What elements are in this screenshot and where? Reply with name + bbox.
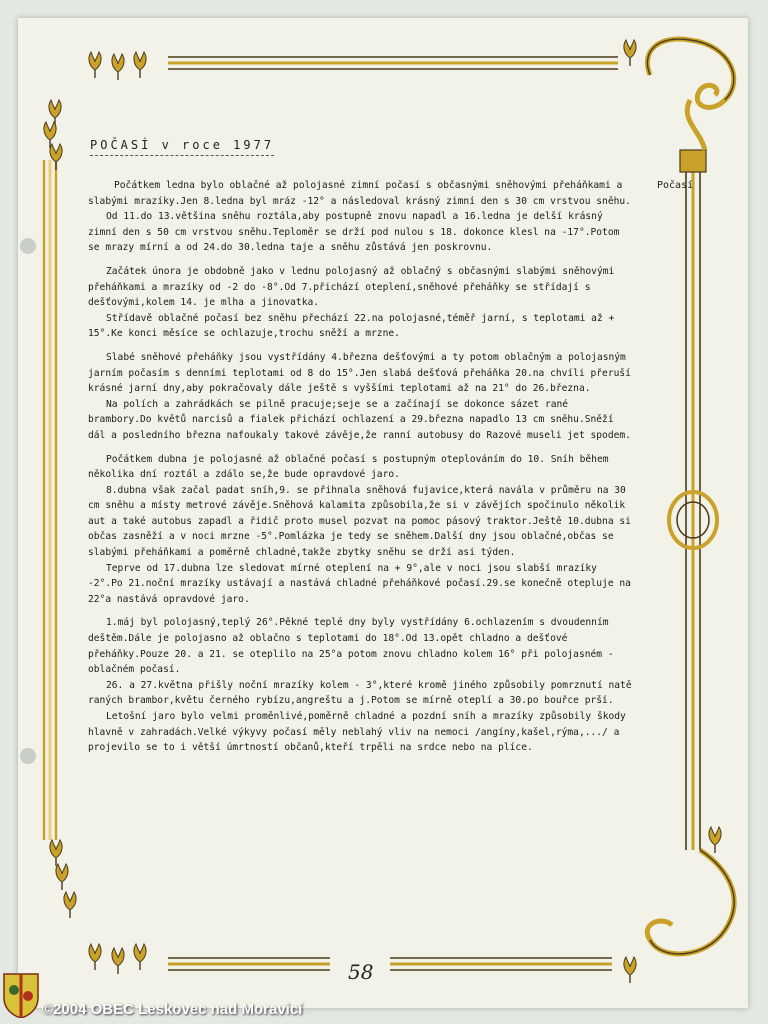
paragraph: Teprve od 17.dubna lze sledovat mírné oteplení na + 9°,ale v noci jsou slabší mrazíky -2°.Po 21.noční mrazíky ustávají a nastává chladné přeháňkové počasí.29.se konečně otepluje na 22°a nastává opravdové jaro. (88, 562, 631, 605)
paragraph: Letošní jaro bylo velmi proměnlivé,poměrně chladné a pozdní sníh a mrazíky způsobily škody hlavně v zahradách.Velké výkyvy počasí měly neblahý vliv na nemoci /angíny,kašel,rýma,.../ a projevilo se to i větší úmrtností občanů,kteří trpěli na srdce nebo na plíce. (88, 711, 626, 754)
paragraph: 1.máj byl polojasný,teplý 26°.Pěkné teplé dny byly vystřídány 6.ochlazením s dvoudenním deštěm.Dále je polojasno až oblačno s teplotami do 18°.Od 13.opět chladno a dešťové přeháňky.Pouze 20. a 21. se oteplilo na 25°a potom znovu chladno kolem 16° při polojasném - oblačném počasí. (88, 617, 614, 676)
paragraph: Počátkem dubna je polojasné až oblačné počasí s postupným oteplováním do 10. Sníh během několika dní roztál a zdálo se,že bude opravdové jaro. (88, 453, 609, 481)
paragraph: 8.dubna však začal padat sníh,9. se přihnala sněhová fujavice,která navála v průměru na 30 cm sněhu a místy metrové závěje.Sněhová kalamita způsobila,že si v závějích spočinulo několik aut a také autobus zapadl a řidič proto musel pozvat na pomoc pásový traktor.Ještě 10.dubna si občas zasněží a v noci mrzne -5°.Pomlázka je tedy se sněhem.Další dny jsou oblačné,občas se slabými přeháňkami a poměrně chladné,takže zbytky sněhu se drží asi týden. (88, 484, 631, 559)
right-border-column (669, 150, 717, 850)
margin-label: Počasí (657, 180, 694, 191)
body-text (88, 178, 633, 756)
paragraph: Na polích a zahrádkách se pilně pracuje;seje se a začínají se dokonce sázet rané brambory.Do květů narcisů a fialek přichází ochlazení a 29.března napadlo 13 cm sněhu.Sněží dál a posledního března nafoukaly takové závěje,že ranní autobusy do Razové museli jet spodem. (88, 398, 631, 441)
top-border-lines (168, 57, 618, 69)
corner-ornament-top-right (624, 39, 734, 150)
paragraph: Od 11.do 13.většina sněhu roztála,aby postupně znovu napadl a 16.ledna je delší krásný zimní den s 50 cm vrstvou sněhu.Teploměr se drží pod nulou s 18. dokonce klesl na -17°.Potom se mrazy mírní a od 24.do 30.ledna taje a sněhu zůstává jen poskrovnu. (88, 211, 620, 254)
paragraph: Slabé sněhové přeháňky jsou vystřídány 4.března dešťovými a ty potom oblačným a polojasným jarním počasím s denními teplotami od 8 do 15°.Jen slabá dešťová přeháňka 20.na chvíli přeruší krásné jarní dny,aby pokračovaly dále ještě s vyššími teplotami až na 21° do 26.března. (88, 351, 631, 395)
corner-ornament-bottom-right (624, 827, 734, 983)
left-border-lines (44, 160, 56, 840)
village-coat-of-arms-icon (2, 972, 40, 1018)
bottom-border-lines (168, 958, 612, 970)
copyright-footer: ©2004 OBEC Leskovec nad Moravicí (42, 1001, 303, 1018)
paragraph: 26. a 27.května přišly noční mrazíky kolem - 3°,které kromě jiného způsobily pomrznutí natě raných brambor,květu černého rybízu,angreštu a j.Potom se mírně oteplí a 30.po bouřce prší. (88, 679, 632, 707)
corner-ornament-bottom-left (50, 840, 146, 974)
paragraph: Začátek února je obdobně jako v lednu polojasný až oblačný s občasnými slabými sněhovými přeháňkami a mrazíky od -2 do -8°.Od 7.přichází oteplení,sněhové přeháňky se střídají s dešťovými,kolem 14. je mlha a jinovatka. (88, 265, 615, 309)
paragraph: Střídavě oblačné počasí bez sněhu přechází 22.na polojasné,téměř jarní, s teplotami až + 15°.Ke konci měsíce se ochlazuje,trochu sněží a mrzne. (88, 312, 615, 340)
paragraph: Počátkem ledna bylo oblačné až polojasné zimní počasí s občasnými sněhovými přeháňkami a slabými mrazíky.Jen 8.ledna byl mráz -12° a následoval krásný zimní den s 30 cm vrstvou sněhu. (88, 180, 631, 207)
page-title: POČASÍ v roce 1977 (90, 138, 274, 156)
page-number: 58 (348, 960, 374, 984)
